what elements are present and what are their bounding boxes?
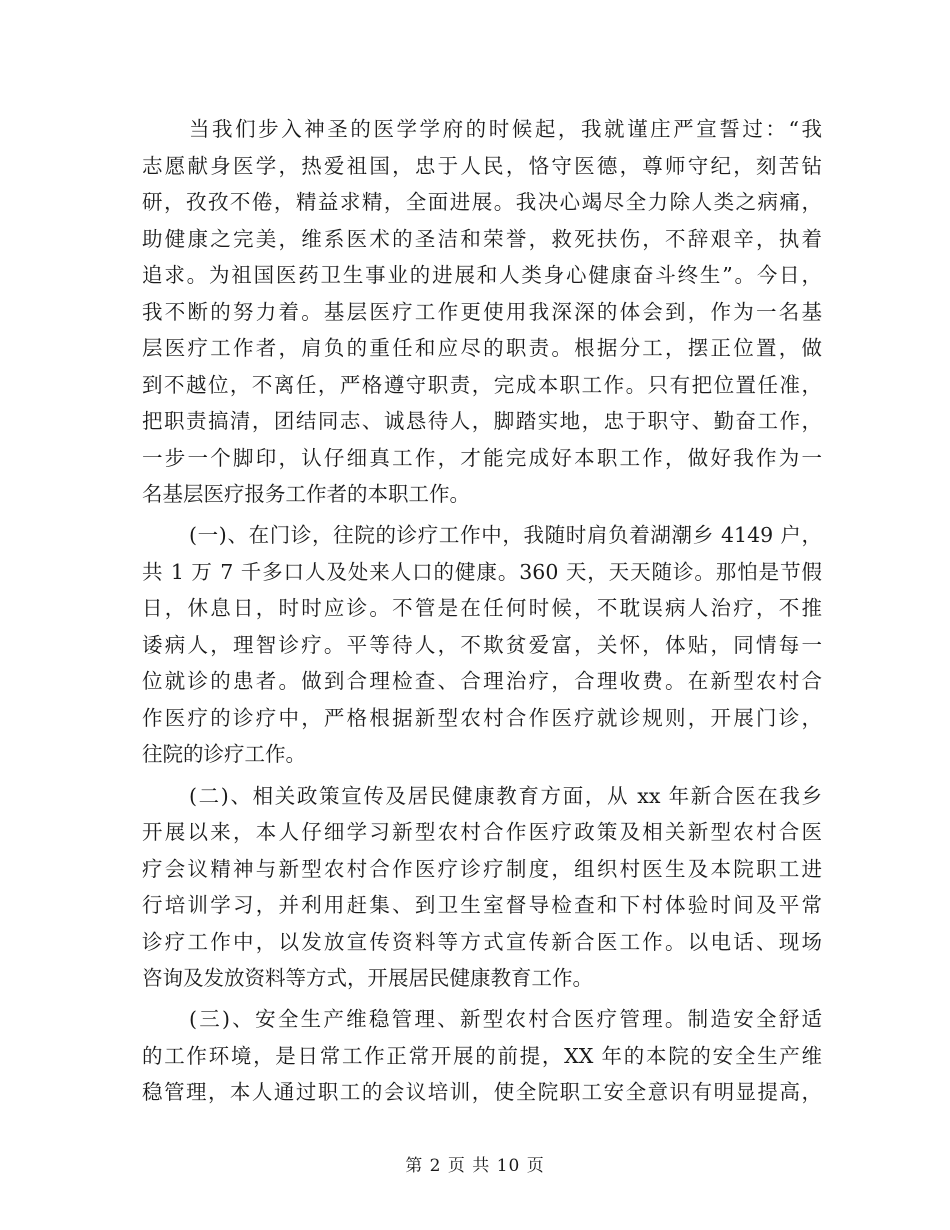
paragraph-2-line-6: 作医疗的诊疗中，严格根据新型农村合作医疗就诊规则，开展门诊， bbox=[142, 706, 822, 730]
paragraph-3-line-4: 行培训学习，并利用赶集、到卫生室督导检查和下村体验时间及平常 bbox=[142, 893, 822, 917]
paragraph-1-line-10: 一步一个脚印，认仔细真工作，才能完成好本职工作，做好我作为一 bbox=[142, 446, 822, 470]
page-number-footer: 第 2 页 共 10 页 bbox=[405, 1156, 545, 1176]
paragraph-1-line-9: 把职责搞清，团结同志、诚恳待人，脚踏实地，忠于职守、勤奋工作， bbox=[142, 409, 822, 433]
paragraph-1-line-8: 到不越位，不离任，严格遵守职责，完成本职工作。只有把位置任准， bbox=[142, 373, 822, 397]
paragraph-1-line-2: 志愿献身医学，热爱祖国，忠于人民，恪守医德，尊师守纪，刻苦钻 bbox=[142, 154, 822, 178]
paragraph-1-line-1: 当我们步入神圣的医学学府的时候起，我就谨庄严宣誓过：“我 bbox=[189, 117, 822, 141]
paragraph-1-line-5: 追求。为祖国医药卫生事业的进展和人类身心健康奋斗终生”。今日， bbox=[142, 263, 822, 287]
paragraph-2-line-7: 往院的诊疗工作。 bbox=[142, 742, 306, 766]
paragraph-3-line-5: 诊疗工作中，以发放宣传资料等方式宣传新合医工作。以电话、现场 bbox=[142, 930, 822, 954]
paragraph-3-line-6: 咨询及发放资料等方式，开展居民健康教育工作。 bbox=[142, 966, 593, 990]
paragraph-3-line-3: 疗会议精神与新型农村合作医疗诊疗制度，组织村医生及本院职工进 bbox=[142, 857, 822, 881]
paragraph-3-line-2: 开展以来，本人仔细学习新型农村合作医疗政策及相关新型农村合医 bbox=[142, 820, 822, 844]
paragraph-2-line-4: 诿病人，理智诊疗。平等待人，不欺贫爱富，关怀，体贴，同情每一 bbox=[142, 633, 822, 657]
paragraph-1-line-3: 研，孜孜不倦，精益求精，全面进展。我决心竭尽全力除人类之病痛， bbox=[142, 190, 822, 214]
paragraph-1-line-6: 我不断的努力着。基层医疗工作更使用我深深的体会到，作为一名基 bbox=[142, 300, 822, 324]
paragraph-4-line-3: 稳管理，本人通过职工的会议培训，使全院职工安全意识有明显提高， bbox=[142, 1080, 822, 1104]
paragraph-2-line-1: (一)、在门诊，往院的诊疗工作中，我随时肩负着湖潮乡 4149 户， bbox=[189, 523, 822, 547]
paragraph-2-line-5: 位就诊的患者。做到合理检查、合理治疗，合理收费。在新型农村合 bbox=[142, 669, 822, 693]
paragraph-2-line-3: 日，休息日，时时应诊。不管是在任何时候，不耽误病人治疗，不推 bbox=[142, 596, 822, 620]
paragraph-1-line-4: 助健康之完美，维系医术的圣洁和荣誉，救死扶伤，不辞艰辛，执着 bbox=[142, 227, 822, 251]
paragraph-4-line-2: 的工作环境，是日常工作正常开展的前提，XX 年的本院的安全生产维 bbox=[142, 1044, 822, 1068]
paragraph-2-line-2: 共 1 万 7 千多口人及处来人口的健康。360 天，天天随诊。那怕是节假 bbox=[142, 560, 822, 584]
paragraph-1-line-11: 名基层医疗报务工作者的本职工作。 bbox=[142, 482, 470, 506]
paragraph-3-line-1: (二)、相关政策宣传及居民健康教育方面，从 xx 年新合医在我乡 bbox=[189, 784, 822, 808]
paragraph-1-line-7: 层医疗工作者，肩负的重任和应尽的职责。根据分工，摆正位置，做 bbox=[142, 336, 822, 360]
paragraph-4-line-1: (三)、安全生产维稳管理、新型农村合医疗管理。制造安全舒适 bbox=[189, 1007, 822, 1031]
